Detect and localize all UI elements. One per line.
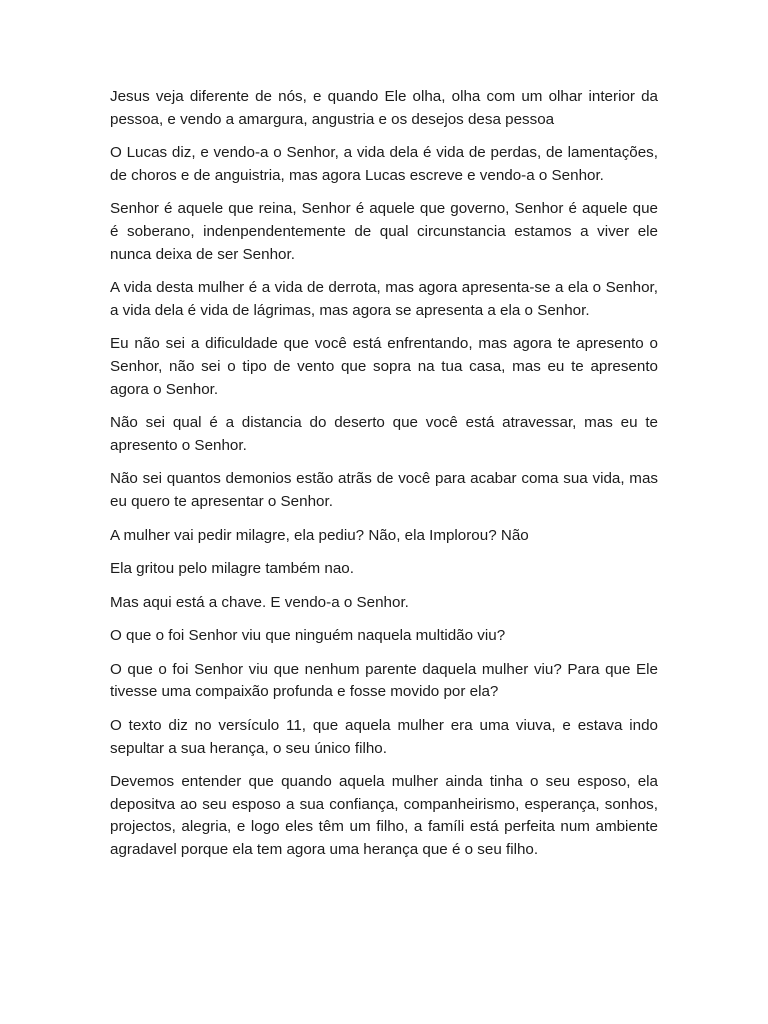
paragraph-1: Jesus veja diferente de nós, e quando Ele olha, olha com um olhar interior da pessoa, e vendo a amargura, angustria e os desejos desa pessoa — [110, 88, 658, 128]
paragraph-7: Não sei quantos demonios estão atrãs de você para acabar coma sua vida, mas eu quero te apresentar o Senhor. — [110, 470, 658, 510]
paragraph-13: O texto diz no versículo 11, que aquela mulher era uma viuva, e estava indo sepultar a sua herança, o seu único filho. — [110, 717, 658, 757]
paragraph-11: O que o foi Senhor viu que ninguém naquela multidão viu? — [110, 627, 506, 645]
paragraph-10: Mas aqui está a chave. E vendo-a o Senhor. — [110, 593, 409, 611]
paragraph-6: Não sei qual é a distancia do deserto que você está atravessar, mas eu te apresento o Senhor. — [110, 414, 658, 454]
document-body — [110, 86, 658, 873]
paragraph-2: O Lucas diz, e vendo-a o Senhor, a vida dela é vida de perdas, de lamentações, de choros e de anguistria, mas agora Lucas escreve e vendo-a o Senhor. — [110, 144, 658, 184]
paragraph-9: Ela gritou pelo milagre também nao. — [110, 560, 354, 578]
paragraph-5: Eu não sei a dificuldade que você está enfrentando, mas agora te apresento o Senhor, não sei o tipo de vento que sopra na tua casa, mas eu te apresento agora o Senhor. — [110, 335, 658, 398]
paragraph-12: O que o foi Senhor viu que nenhum parente daquela mulher viu? Para que Ele tivesse uma compaixão profunda e fosse movido por ela? — [110, 660, 658, 701]
paragraph-3: Senhor é aquele que reina, Senhor é aquele que governo, Senhor é aquele que é soberano, indenpendentemente de qual circunstancia estamos a viver ele nunca deixa de ser Senhor. — [110, 200, 658, 263]
paragraph-14: Devemos entender que quando aquela mulher ainda tinha o seu esposo, ela depositva ao seu esposo a sua confiança, companheirismo, esperança, sonhos, projectos, alegria, e logo eles têm um filho, a famíli está perfeita num ambiente agradavel porque ela tem agora uma herança que é o seu filho. — [110, 773, 658, 859]
paragraph-8: A mulher vai pedir milagre, ela pediu? Não, ela Implorou? Não — [110, 526, 529, 544]
paragraph-4: A vida desta mulher é a vida de derrota, mas agora apresenta-se a ela o Senhor, a vida dela é vida de lágrimas, mas agora se apresenta a ela o Senhor. — [110, 279, 658, 319]
